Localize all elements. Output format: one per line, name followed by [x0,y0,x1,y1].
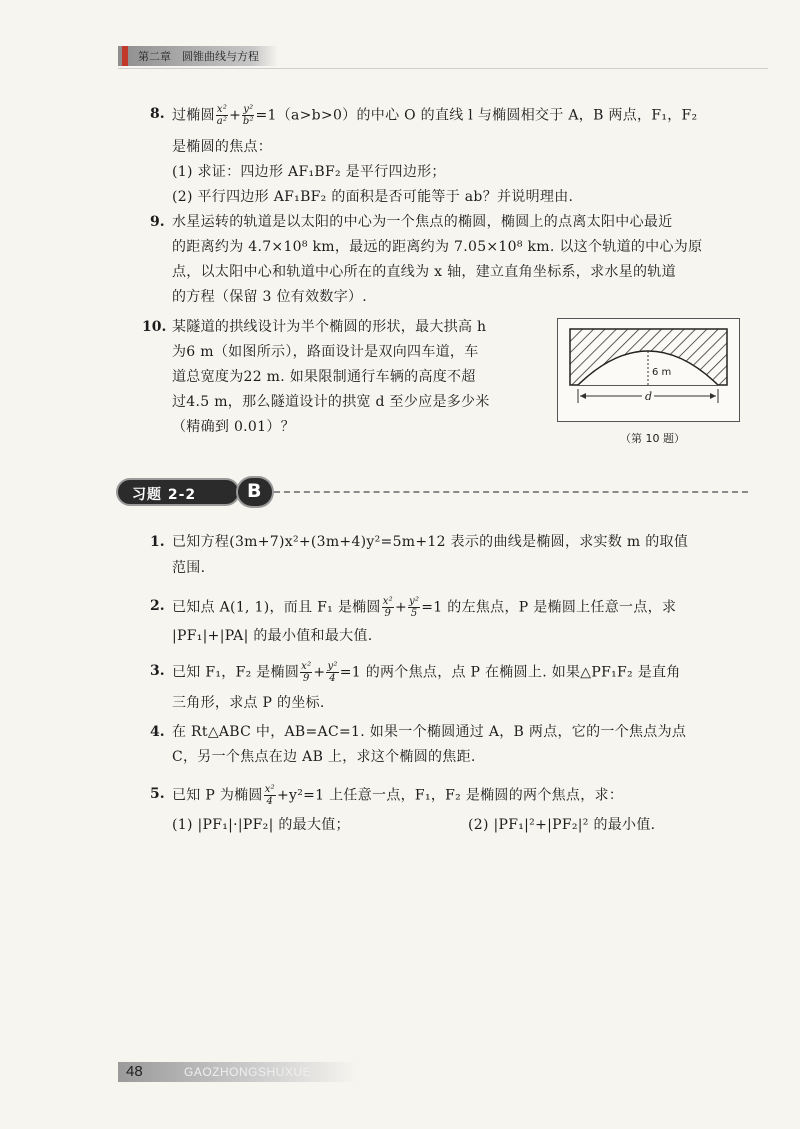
numerator: y² [243,104,254,115]
problem-text-line: 某隧道的拱线设计为半个椭圆的形状，最大拱高 h [172,319,487,335]
tunnel-diagram [558,319,739,421]
problem-text-line: 点，以太阳中心和轨道中心所在的直线为 x 轴，建立直角坐标系，求水星的轨道 [172,264,676,280]
banner-title: 习题 2-2 [132,487,197,503]
numerator: x² [301,661,312,672]
problem-3-line-1 [172,661,681,684]
denominator: 9 [384,608,392,619]
numerator: y² [327,661,338,672]
text-fragment: +y²=1 上任意一点，F₁，F₂ 是椭圆的两个焦点，求： [276,787,624,804]
text-fragment: + [313,664,326,681]
problem-2-line-1 [172,596,676,619]
problem-text-line: 过4.5 m，那么隧道设计的拱宽 d 至少应是多少米 [172,394,490,410]
numerator: x² [216,104,228,115]
fraction [382,596,394,619]
denominator: b² [242,116,254,127]
problem-number: 9. [150,214,165,230]
problem-subpart-right: (2) |PF₁|²+|PF₂|² 的最小值. [468,817,656,833]
banner-pill [118,480,238,504]
page-number: 48 [126,1063,143,1080]
fraction [264,784,276,807]
numerator: x² [264,784,275,795]
text-fragment: =1 的两个焦点，点 P 在椭圆上. 如果△PF₁F₂ 是直角 [339,664,681,681]
problem-number: 4. [150,724,165,740]
problem-number: 8. [150,106,165,122]
problem-8-line-1 [172,104,697,127]
problem-text-line: 在 Rt△ABC 中，AB=AC=1. 如果一个椭圆通过 A，B 两点，它的一个焦点为点 [172,724,687,740]
fraction [242,104,254,127]
problem-text-line: 已知方程(3m+7)x²+(3m+4)y²=5m+12 表示的曲线是椭圆，求实数 m 的取值 [172,534,689,550]
tunnel-figure [557,318,740,422]
problem-subpart-left: (1) |PF₁|·|PF₂| 的最大值； [172,817,350,833]
problem-text-line: C，另一个焦点在边 AB 上，求这个椭圆的焦距. [172,749,476,765]
problem-text-line: |PF₁|+|PA| 的最小值和最大值. [172,628,373,644]
problem-text-line: （精确到 0.01）？ [172,419,295,435]
denominator: 4 [266,796,274,807]
chapter-marker [122,46,128,66]
text-fragment: =1 的左焦点，P 是椭圆上任意一点，求 [421,599,677,616]
figure-caption: （第 10 题） [620,432,685,445]
width-label: d [645,390,653,403]
denominator: a² [216,116,228,127]
level-badge [238,478,272,506]
problem-number: 10. [142,319,167,335]
problem-text-line: 范围. [172,560,206,576]
page-footer [118,1062,358,1082]
text-fragment: + [394,599,408,616]
badge-letter: B [247,480,262,502]
problem-text-line: 为6 m（如图所示），路面设计是双向四车道，车 [172,344,479,360]
denominator: 9 [302,673,310,684]
section-banner [118,478,268,506]
chapter-header [118,46,278,66]
problem-number: 1. [150,534,165,550]
arrowhead-right [710,393,716,399]
header-rule [118,68,768,69]
problem-text-line: 道总宽度为22 m. 如果限制通行车辆的高度不超 [172,369,476,385]
fraction [216,104,228,127]
denominator: 5 [410,608,418,619]
denominator: 4 [329,673,336,684]
text-fragment: 已知 F₁，F₂ 是椭圆 [172,664,300,681]
numerator: y² [409,596,420,607]
text-fragment: 已知点 A(1, 1)，而且 F₁ 是椭圆 [172,599,381,616]
chapter-title: 第二章 圆锥曲线与方程 [138,50,259,63]
text-fragment: 过椭圆 [172,107,215,124]
problem-text-line: 的方程（保留 3 位有效数字）. [172,289,368,305]
fraction [408,596,420,619]
fraction [326,661,338,684]
height-label: 6 m [652,367,672,378]
problem-text-line: 三角形，求点 P 的坐标. [172,695,325,711]
problem-text-line: 的距离约为 4.7×10⁸ km，最远的距离约为 7.05×10⁸ km. 以这个轨道的中心为原 [172,239,703,255]
text-fragment: + [229,107,242,124]
problem-number: 3. [150,663,165,679]
problem-text-line: (1) 求证：四边形 AF₁BF₂ 是平行四边形； [172,164,446,180]
problem-text-line: 水星运转的轨道是以太阳的中心为一个焦点的椭圆，椭圆上的点离太阳中心最近 [172,214,673,230]
arrowhead-left [580,393,586,399]
problem-text-line: 是椭圆的焦点： [172,139,273,155]
numerator: x² [382,596,393,607]
problem-number: 5. [150,786,165,802]
problem-number: 2. [150,598,165,614]
text-fragment: =1（a>b>0）的中心 O 的直线 l 与椭圆相交于 A，B 两点，F₁，F₂ [255,107,698,124]
footer-brand: GAOZHONGSHUXUE [184,1065,312,1079]
problem-text-line: (2) 平行四边形 AF₁BF₂ 的面积是否可能等于 ab？并说明理由. [172,189,574,205]
text-fragment: 已知 P 为椭圆 [172,787,263,804]
section-divider [274,491,748,493]
problem-5-line-1 [172,784,623,807]
fraction [300,661,312,684]
